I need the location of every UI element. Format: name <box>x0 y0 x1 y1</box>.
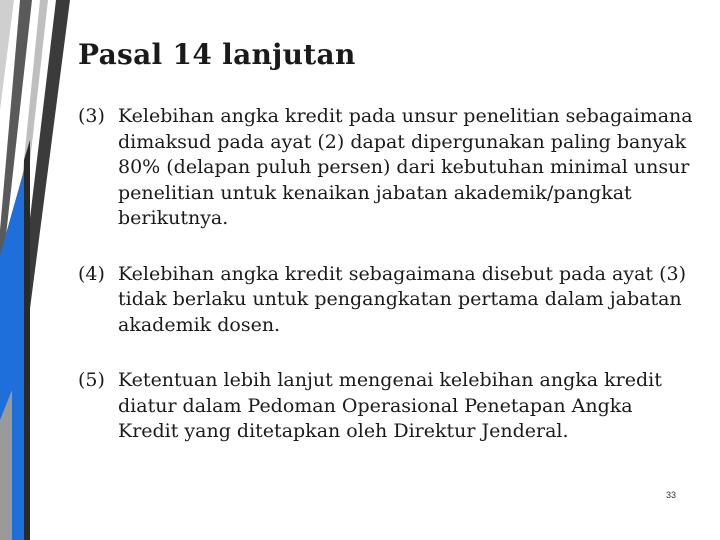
list-item <box>78 104 698 232</box>
article-items <box>78 104 698 475</box>
item-number: (5) <box>78 369 105 391</box>
decorative-side-stripes <box>0 0 90 540</box>
item-text: Kelebihan angka kredit pada unsur penelitian sebagaimana dimaksud pada ayat (2) dapat dipergunakan paling banyak 80% (delapan puluh persen) dari kebutuhan minimal unsur penelitian untuk kenaikan jabatan akademik/pangkat berikutnya. <box>118 105 693 229</box>
item-number: (3) <box>78 105 105 127</box>
list-item <box>78 262 698 339</box>
item-number: (4) <box>78 262 105 285</box>
page-number: 33 <box>666 490 677 500</box>
item-text: Kelebihan angka kredit sebagaimana disebut pada ayat (3) tidak berlaku untuk pengangkatan pertama dalam jabatan akademik dosen. <box>118 262 686 336</box>
item-text: Ketentuan lebih lanjut mengenai kelebihan angka kredit diatur dalam Pedoman Operasional Penetapan Angka Kredit yang ditetapkan oleh Direktur Jenderal. <box>118 369 662 442</box>
page-title: Pasal 14 lanjutan <box>78 38 356 71</box>
list-item <box>78 368 698 445</box>
